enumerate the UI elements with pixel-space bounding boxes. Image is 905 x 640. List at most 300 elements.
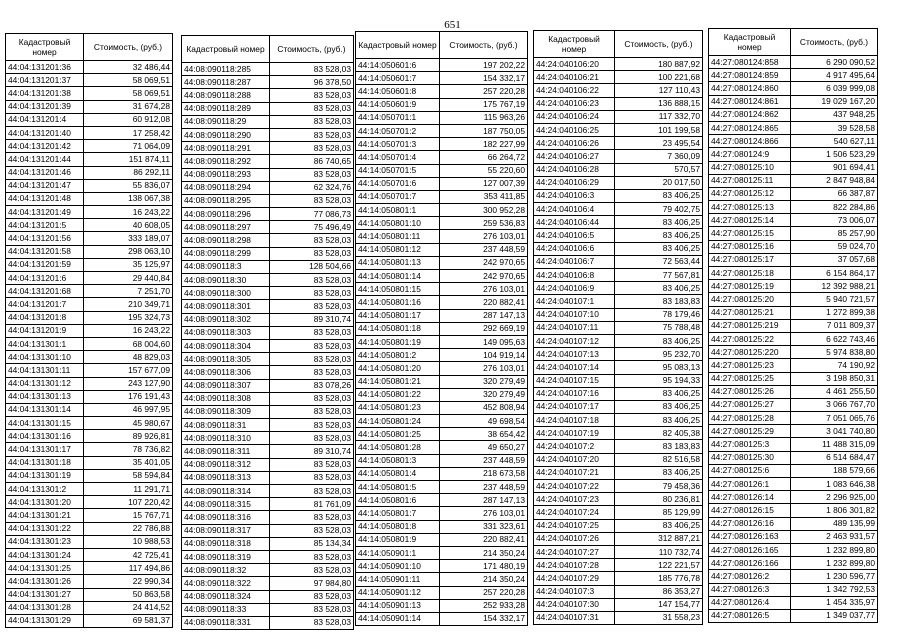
table-row xyxy=(534,71,703,84)
cadastral-number-cell: 44:08:090118:324 xyxy=(182,590,270,603)
cadastral-number-cell: 44:24:040106:28 xyxy=(534,163,615,176)
cadastral-number-cell: 44:24:040106:9 xyxy=(534,282,615,295)
table-row xyxy=(182,471,354,484)
cost-cell: 83 406,25 xyxy=(615,334,703,347)
cost-cell: 147 154,77 xyxy=(615,598,703,611)
cadastral-number-cell: 44:04:131301:1 xyxy=(6,337,84,350)
cost-cell: 23 495,54 xyxy=(615,137,703,150)
cost-cell: 74 190,92 xyxy=(791,359,878,372)
cadastral-number-cell: 44:24:040106:29 xyxy=(534,176,615,189)
cadastral-number-cell: 44:04:131201:37 xyxy=(6,74,84,87)
cadastral-number-cell: 44:14:050801:18 xyxy=(356,322,440,335)
table-row xyxy=(534,97,703,110)
table-row xyxy=(709,543,878,556)
cadastral-number-cell: 44:04:131201:8 xyxy=(6,311,84,324)
cost-cell: 7 011 809,37 xyxy=(791,319,878,332)
cadastral-number-cell: 44:04:131201:7 xyxy=(6,298,84,311)
cost-cell: 49 698,54 xyxy=(440,415,528,428)
cost-cell: 138 067,38 xyxy=(84,192,173,205)
table-row xyxy=(709,451,878,464)
table-row xyxy=(182,128,354,141)
cadastral-number-cell: 44:27:080125:3 xyxy=(709,438,791,451)
cost-cell: 3 041 740,80 xyxy=(791,425,878,438)
cadastral-number-cell: 44:27:080124:862 xyxy=(709,108,791,121)
cost-cell: 62 324,76 xyxy=(270,181,354,194)
cost-cell: 6 290 090,52 xyxy=(791,56,878,69)
cadastral-number-cell: 44:14:050801:2 xyxy=(356,349,440,362)
cadastral-number-cell: 44:27:080126:16 xyxy=(709,517,791,530)
cost-cell: 6 622 743,46 xyxy=(791,332,878,345)
table-row xyxy=(182,458,354,471)
cadastral-number-cell: 44:24:040106:25 xyxy=(534,123,615,136)
cost-cell: 79 458,36 xyxy=(615,480,703,493)
cadastral-number-cell: 44:14:050701:5 xyxy=(356,164,440,177)
cadastral-number-cell: 44:14:050701:6 xyxy=(356,177,440,190)
table-row xyxy=(356,586,528,599)
cadastral-number-cell: 44:27:080124:865 xyxy=(709,121,791,134)
cadastral-number-cell: 44:24:040107:1 xyxy=(534,295,615,308)
cost-cell: 117 494,86 xyxy=(84,562,173,575)
cost-cell: 55 220,60 xyxy=(440,164,528,177)
cost-cell: 312 887,21 xyxy=(615,532,703,545)
cadastral-number-cell: 44:08:090118:306 xyxy=(182,366,270,379)
header-cost: Стоимость, (руб.) xyxy=(84,34,173,61)
cadastral-number-cell: 44:24:040107:26 xyxy=(534,532,615,545)
table-row xyxy=(6,469,173,482)
cadastral-number-cell: 44:04:131301:23 xyxy=(6,535,84,548)
cost-cell: 37 057,68 xyxy=(791,253,878,266)
table-row xyxy=(709,517,878,530)
cadastral-number-cell: 44:14:050701:7 xyxy=(356,190,440,203)
cadastral-number-cell: 44:27:080125:219 xyxy=(709,319,791,332)
cost-cell: 259 536,83 xyxy=(440,217,528,230)
cadastral-number-cell: 44:08:090118:294 xyxy=(182,181,270,194)
cadastral-number-cell: 44:24:040107:30 xyxy=(534,598,615,611)
cadastral-number-cell: 44:24:040107:12 xyxy=(534,334,615,347)
table-row xyxy=(709,412,878,425)
table-row xyxy=(6,140,173,153)
table-row xyxy=(356,520,528,533)
cadastral-number-cell: 44:24:040106:27 xyxy=(534,150,615,163)
cost-cell: 540 627,11 xyxy=(791,135,878,148)
table-row xyxy=(6,61,173,74)
cost-cell: 1 454 335,97 xyxy=(791,596,878,609)
cadastral-number-cell: 44:24:040106:21 xyxy=(534,71,615,84)
table-row xyxy=(6,126,173,139)
table-row xyxy=(356,494,528,507)
cost-cell: 243 127,90 xyxy=(84,377,173,390)
header-cadastral-number: Кадастровый номер xyxy=(534,31,615,58)
cost-cell: 182 227,99 xyxy=(440,138,528,151)
cost-cell: 83 406,25 xyxy=(615,216,703,229)
cost-cell: 95 194,33 xyxy=(615,374,703,387)
cadastral-number-cell: 44:14:050601:6 xyxy=(356,59,440,72)
table-row xyxy=(534,229,703,242)
table-row xyxy=(182,366,354,379)
table-row xyxy=(182,485,354,498)
cost-cell: 11 291,71 xyxy=(84,483,173,496)
table-row xyxy=(709,161,878,174)
table-row xyxy=(709,346,878,359)
cost-cell: 185 776,78 xyxy=(615,572,703,585)
cost-cell: 66 264,72 xyxy=(440,151,528,164)
cadastral-number-cell: 44:08:090118:298 xyxy=(182,234,270,247)
cost-cell: 22 990,34 xyxy=(84,575,173,588)
cadastral-number-cell: 44:14:050801:28 xyxy=(356,441,440,454)
cost-cell: 437 948,25 xyxy=(791,108,878,121)
table-row xyxy=(534,572,703,585)
cost-cell: 79 402,75 xyxy=(615,203,703,216)
cadastral-number-cell: 44:27:080124:858 xyxy=(709,56,791,69)
cost-cell: 71 064,09 xyxy=(84,140,173,153)
table-row xyxy=(534,532,703,545)
cadastral-number-cell: 44:14:050701:1 xyxy=(356,111,440,124)
cadastral-number-cell: 44:08:090118:292 xyxy=(182,155,270,168)
table-row xyxy=(709,214,878,227)
cost-cell: 107 220,42 xyxy=(84,496,173,509)
cost-cell: 127 007,39 xyxy=(440,177,528,190)
cadastral-number-cell: 44:04:131301:26 xyxy=(6,575,84,588)
cost-cell: 59 024,70 xyxy=(791,240,878,253)
cadastral-number-cell: 44:04:131201:68 xyxy=(6,285,84,298)
cost-cell: 83 406,25 xyxy=(615,466,703,479)
cadastral-number-cell: 44:04:131301:12 xyxy=(6,377,84,390)
cadastral-number-cell: 44:08:090118:303 xyxy=(182,326,270,339)
cost-cell: 252 933,28 xyxy=(440,599,528,612)
cadastral-number-cell: 44:27:080126:5 xyxy=(709,609,791,622)
cadastral-number-cell: 44:14:050801:20 xyxy=(356,362,440,375)
table-row xyxy=(709,319,878,332)
cost-cell: 237 448,59 xyxy=(440,481,528,494)
table-row xyxy=(534,440,703,453)
cost-cell: 78 179,46 xyxy=(615,308,703,321)
table-row xyxy=(182,155,354,168)
cost-cell: 1 506 523,29 xyxy=(791,148,878,161)
cadastral-number-cell: 44:14:050901:11 xyxy=(356,573,440,586)
table-row xyxy=(356,546,528,559)
table-row xyxy=(356,177,528,190)
cadastral-number-cell: 44:04:131301:17 xyxy=(6,443,84,456)
cost-cell: 7 360,09 xyxy=(615,150,703,163)
cadastral-number-cell: 44:14:050801:6 xyxy=(356,494,440,507)
cadastral-number-cell: 44:14:050801:14 xyxy=(356,270,440,283)
cadastral-number-cell: 44:14:050801:12 xyxy=(356,243,440,256)
table-row xyxy=(534,361,703,374)
cadastral-number-cell: 44:08:090118:322 xyxy=(182,577,270,590)
table-row xyxy=(182,181,354,194)
table-row xyxy=(534,545,703,558)
table-row xyxy=(356,138,528,151)
table-row xyxy=(356,98,528,111)
table-row xyxy=(709,148,878,161)
cost-cell: 83 528,03 xyxy=(270,142,354,155)
cadastral-number-cell: 44:14:050801:16 xyxy=(356,296,440,309)
cost-cell: 38 654,42 xyxy=(440,428,528,441)
table-row xyxy=(356,256,528,269)
cost-cell: 31 674,28 xyxy=(84,100,173,113)
cost-cell: 195 324,73 xyxy=(84,311,173,324)
cost-cell: 1 806 301,82 xyxy=(791,504,878,517)
cost-cell: 7 051 065,76 xyxy=(791,412,878,425)
table-row xyxy=(356,111,528,124)
cost-cell: 83 528,03 xyxy=(270,392,354,405)
cost-table-5 xyxy=(708,28,878,623)
table-row xyxy=(534,506,703,519)
table-row xyxy=(6,179,173,192)
cost-cell: 72 563,44 xyxy=(615,255,703,268)
cost-cell: 80 236,81 xyxy=(615,493,703,506)
cadastral-number-cell: 44:27:080125:21 xyxy=(709,306,791,319)
table-row xyxy=(709,491,878,504)
cost-cell: 6 154 864,17 xyxy=(791,267,878,280)
table-row xyxy=(182,445,354,458)
cadastral-number-cell: 44:24:040106:22 xyxy=(534,84,615,97)
cadastral-number-cell: 44:04:131301:28 xyxy=(6,601,84,614)
cadastral-number-cell: 44:04:131201:42 xyxy=(6,140,84,153)
table-row xyxy=(182,63,354,76)
table-row xyxy=(6,206,173,219)
cadastral-number-cell: 44:27:080124:860 xyxy=(709,82,791,95)
cost-cell: 298 063,10 xyxy=(84,245,173,258)
cost-cell: 83 406,25 xyxy=(615,519,703,532)
table-row xyxy=(182,550,354,563)
table-row xyxy=(709,135,878,148)
cost-cell: 149 095,63 xyxy=(440,335,528,348)
table-row xyxy=(534,295,703,308)
table-row xyxy=(182,274,354,287)
cadastral-number-cell: 44:08:090118:318 xyxy=(182,537,270,550)
cost-cell: 276 103,01 xyxy=(440,507,528,520)
cost-cell: 15 767,71 xyxy=(84,509,173,522)
table-row xyxy=(534,216,703,229)
cadastral-number-cell: 44:24:040107:13 xyxy=(534,348,615,361)
table-row xyxy=(356,164,528,177)
cost-cell: 320 279,49 xyxy=(440,388,528,401)
table-row xyxy=(182,208,354,221)
cadastral-number-cell: 44:14:050701:2 xyxy=(356,124,440,137)
cost-cell: 58 594,84 xyxy=(84,469,173,482)
table-row xyxy=(356,481,528,494)
table-row xyxy=(6,272,173,285)
table-row xyxy=(709,280,878,293)
cadastral-number-cell: 44:08:090118:297 xyxy=(182,221,270,234)
cost-cell: 22 786,88 xyxy=(84,522,173,535)
cadastral-number-cell: 44:04:131201:39 xyxy=(6,100,84,113)
cadastral-number-cell: 44:27:080125:25 xyxy=(709,372,791,385)
cost-cell: 242 970,65 xyxy=(440,256,528,269)
table-row xyxy=(709,227,878,240)
cadastral-number-cell: 44:27:080126:14 xyxy=(709,491,791,504)
table-row xyxy=(356,375,528,388)
table-row xyxy=(182,432,354,445)
table-row xyxy=(534,123,703,136)
cost-cell: 5 940 721,57 xyxy=(791,293,878,306)
cadastral-number-cell: 44:14:050801:19 xyxy=(356,335,440,348)
cost-cell: 822 284,86 xyxy=(791,201,878,214)
header-cadastral-number: Кадастровый номер xyxy=(709,29,791,56)
cadastral-number-cell: 44:04:131301:21 xyxy=(6,509,84,522)
table-row xyxy=(534,480,703,493)
cost-cell: 197 202,22 xyxy=(440,59,528,72)
cost-cell: 45 980,67 xyxy=(84,417,173,430)
table-row xyxy=(182,89,354,102)
cost-cell: 220 882,41 xyxy=(440,533,528,546)
cost-cell: 333 189,07 xyxy=(84,232,173,245)
cost-cell: 83 528,03 xyxy=(270,115,354,128)
table-row xyxy=(356,230,528,243)
cost-cell: 2 847 948,84 xyxy=(791,174,878,187)
cadastral-number-cell: 44:27:080125:11 xyxy=(709,174,791,187)
cost-cell: 83 183,83 xyxy=(615,440,703,453)
table-row xyxy=(534,466,703,479)
cadastral-number-cell: 44:27:080124:859 xyxy=(709,69,791,82)
header-cost: Стоимость, (руб.) xyxy=(791,29,878,56)
table-row xyxy=(356,124,528,137)
table-row xyxy=(356,507,528,520)
cadastral-number-cell: 44:04:131201:9 xyxy=(6,324,84,337)
cadastral-number-cell: 44:08:090118:287 xyxy=(182,76,270,89)
table-row xyxy=(534,163,703,176)
cadastral-number-cell: 44:04:131301:22 xyxy=(6,522,84,535)
cost-cell: 50 863,58 xyxy=(84,588,173,601)
cost-cell: 83 528,03 xyxy=(270,485,354,498)
table-row xyxy=(709,253,878,266)
cost-cell: 83 528,03 xyxy=(270,524,354,537)
cost-cell: 157 677,09 xyxy=(84,364,173,377)
cadastral-number-cell: 44:27:080124:866 xyxy=(709,135,791,148)
cadastral-number-cell: 44:14:050801:25 xyxy=(356,428,440,441)
table-row xyxy=(534,150,703,163)
table-row xyxy=(709,332,878,345)
cost-cell: 83 528,03 xyxy=(270,366,354,379)
cost-cell: 154 332,17 xyxy=(440,612,528,625)
cadastral-number-cell: 44:24:040107:23 xyxy=(534,493,615,506)
cost-cell: 257 220,28 xyxy=(440,85,528,98)
cadastral-number-cell: 44:08:090118:295 xyxy=(182,194,270,207)
cost-cell: 83 528,03 xyxy=(270,89,354,102)
table-row xyxy=(534,242,703,255)
cost-cell: 3 066 767,70 xyxy=(791,398,878,411)
table-row xyxy=(6,351,173,364)
table-row xyxy=(709,464,878,477)
table-row xyxy=(182,498,354,511)
cost-cell: 58 069,51 xyxy=(84,74,173,87)
cadastral-number-cell: 44:08:090118:31 xyxy=(182,419,270,432)
cost-cell: 83 528,03 xyxy=(270,128,354,141)
cadastral-number-cell: 44:14:050901:13 xyxy=(356,599,440,612)
cost-cell: 96 378,50 xyxy=(270,76,354,89)
cost-cell: 49 650,27 xyxy=(440,441,528,454)
cost-cell: 292 669,19 xyxy=(440,322,528,335)
cost-cell: 81 761,09 xyxy=(270,498,354,511)
cost-cell: 95 083,13 xyxy=(615,361,703,374)
table-row xyxy=(182,511,354,524)
cost-cell: 82 405,38 xyxy=(615,427,703,440)
cost-cell: 83 406,25 xyxy=(615,387,703,400)
cadastral-number-cell: 44:04:131201:6 xyxy=(6,272,84,285)
cost-cell: 83 406,25 xyxy=(615,414,703,427)
table-row xyxy=(356,59,528,72)
cost-cell: 83 528,03 xyxy=(270,339,354,352)
cost-cell: 77 086,73 xyxy=(270,208,354,221)
cost-table-1 xyxy=(5,33,173,628)
table-row xyxy=(534,321,703,334)
cost-cell: 151 874,11 xyxy=(84,153,173,166)
table-row xyxy=(356,190,528,203)
cost-cell: 29 440,84 xyxy=(84,272,173,285)
cost-cell: 6 039 999,08 xyxy=(791,82,878,95)
cadastral-number-cell: 44:04:131201:38 xyxy=(6,87,84,100)
cost-cell: 128 504,66 xyxy=(270,260,354,273)
table-row xyxy=(6,324,173,337)
cost-cell: 171 480,19 xyxy=(440,560,528,573)
table-row xyxy=(534,400,703,413)
cadastral-number-cell: 44:24:040107:17 xyxy=(534,400,615,413)
cadastral-number-cell: 44:27:080125:17 xyxy=(709,253,791,266)
cost-cell: 276 103,01 xyxy=(440,283,528,296)
cost-cell: 100 221,68 xyxy=(615,71,703,84)
cadastral-number-cell: 44:14:050801:24 xyxy=(356,415,440,428)
cadastral-number-cell: 44:04:131301:13 xyxy=(6,390,84,403)
header-cost: Стоимость, (руб.) xyxy=(440,32,528,59)
cadastral-number-cell: 44:04:131301:25 xyxy=(6,562,84,575)
table-row xyxy=(534,255,703,268)
table-row xyxy=(182,221,354,234)
cadastral-number-cell: 44:14:050601:9 xyxy=(356,98,440,111)
cost-cell: 11 488 315,09 xyxy=(791,438,878,451)
table-row xyxy=(6,548,173,561)
table-row xyxy=(6,535,173,548)
table-row xyxy=(356,441,528,454)
cadastral-number-cell: 44:08:090118:285 xyxy=(182,63,270,76)
cost-cell: 1 272 899,38 xyxy=(791,306,878,319)
cost-cell: 10 988,53 xyxy=(84,535,173,548)
table-row xyxy=(709,293,878,306)
table-row xyxy=(6,245,173,258)
table-row xyxy=(6,258,173,271)
cadastral-number-cell: 44:27:080125:28 xyxy=(709,412,791,425)
cost-cell: 95 232,70 xyxy=(615,348,703,361)
cost-cell: 20 017,50 xyxy=(615,176,703,189)
cadastral-number-cell: 44:04:131301:11 xyxy=(6,364,84,377)
table-row xyxy=(6,364,173,377)
cost-cell: 16 243,22 xyxy=(84,206,173,219)
table-row xyxy=(709,240,878,253)
cadastral-number-cell: 44:24:040107:31 xyxy=(534,611,615,624)
cadastral-number-cell: 44:08:090118:291 xyxy=(182,142,270,155)
table-row xyxy=(709,359,878,372)
cadastral-number-cell: 44:04:131201:59 xyxy=(6,258,84,271)
table-row xyxy=(709,596,878,609)
table-row xyxy=(182,115,354,128)
table-row xyxy=(182,405,354,418)
table-row xyxy=(182,590,354,603)
table-row xyxy=(182,616,354,629)
cadastral-number-cell: 44:04:131301:20 xyxy=(6,496,84,509)
cost-cell: 7 251,70 xyxy=(84,285,173,298)
table-row xyxy=(6,496,173,509)
cost-cell: 187 750,05 xyxy=(440,124,528,137)
cadastral-number-cell: 44:24:040106:5 xyxy=(534,229,615,242)
table-row xyxy=(709,82,878,95)
table-row xyxy=(534,414,703,427)
cost-cell: 1 232 899,80 xyxy=(791,557,878,570)
table-row xyxy=(6,562,173,575)
cadastral-number-cell: 44:08:090118:301 xyxy=(182,300,270,313)
table-row xyxy=(6,614,173,627)
table-row xyxy=(709,557,878,570)
table-row xyxy=(6,588,173,601)
